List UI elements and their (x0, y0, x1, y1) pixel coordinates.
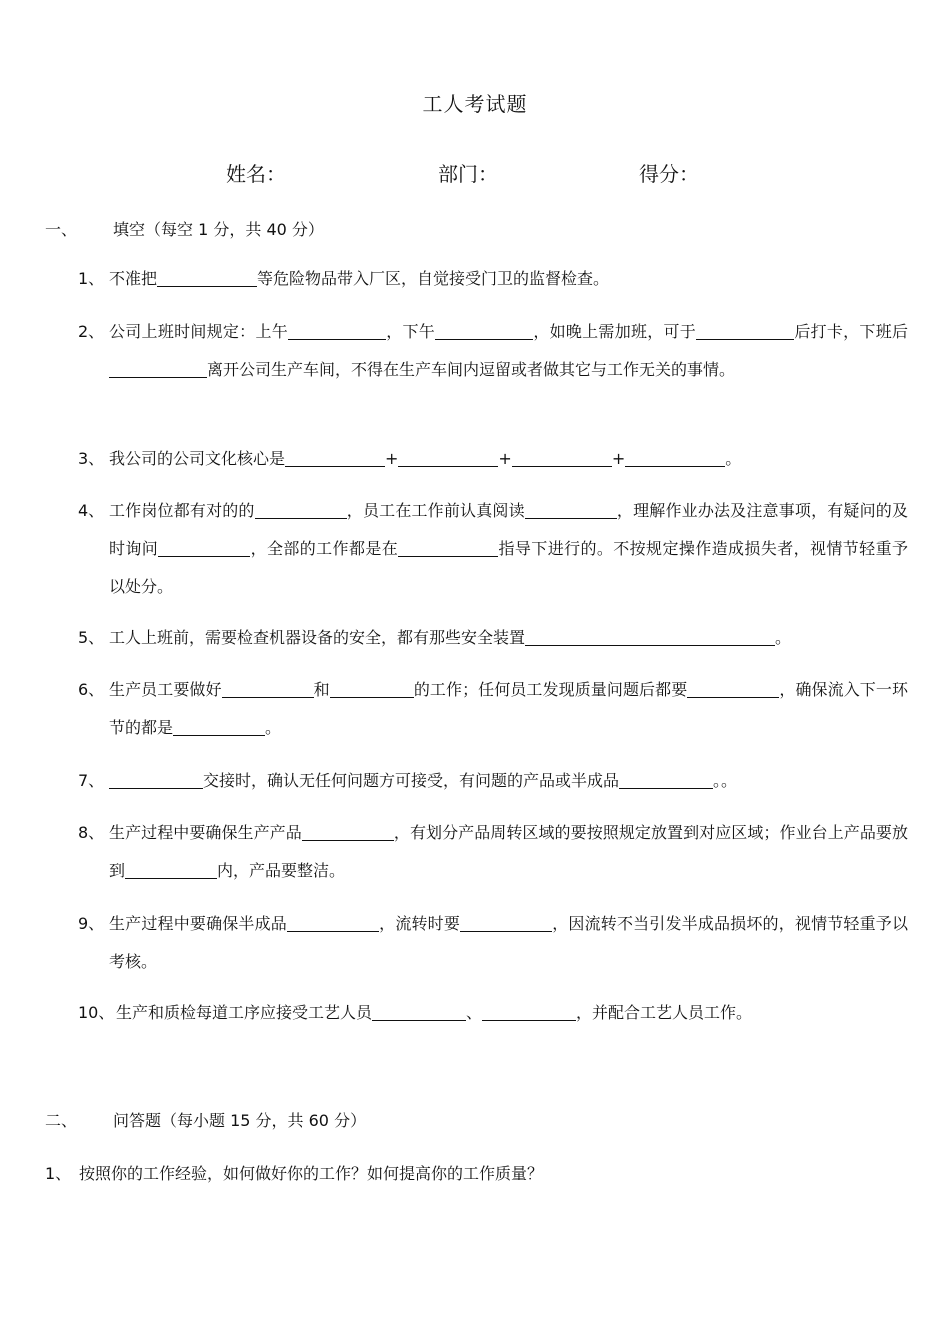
blank-field[interactable] (288, 321, 386, 340)
question-text: 按照你的工作经验，如何做好你的工作？如何提高你的工作质量？ (79, 1164, 544, 1183)
blank-field[interactable] (525, 627, 775, 646)
item-text: 交接时，确认无任何问题方可接受，有问题的产品或半成品 (203, 771, 620, 790)
item-text: ，全部的工作都是在 (250, 539, 399, 558)
fill-item-4 (78, 492, 908, 606)
score-label: 得分： (639, 162, 699, 186)
item-number: 5、 (78, 628, 105, 647)
blank-field[interactable] (330, 679, 414, 698)
item-number: 7、 (78, 771, 105, 790)
item-text: 生产过程中要确保生产产品 (109, 823, 302, 842)
blank-field[interactable] (173, 717, 265, 736)
item-text: 生产员工要做好 (109, 680, 222, 699)
item-number: 8、 (78, 823, 105, 842)
item-text: 工人上班前，需要检查机器设备的安全，都有那些安全装置 (109, 628, 526, 647)
fill-item-7 (78, 762, 908, 800)
item-text: ，有划分产品周转区域的要按照规定放置到对应区域；作业台上产品要放到 (109, 823, 908, 880)
blank-field[interactable] (125, 860, 217, 879)
item-text: 。。 (713, 771, 738, 790)
item-text: ，理解作业办法及注意事项，有疑问的及时询问 (109, 501, 908, 558)
fill-item-3 (78, 440, 908, 478)
item-text: ，并配合工艺人员工作。 (576, 1003, 753, 1022)
section-title: 问答题（每小题 15 分，共 60 分） (113, 1111, 367, 1130)
item-text: 等危险物品带入厂区，自觉接受门卫的监督检查。 (257, 269, 610, 288)
item-text: + (611, 449, 626, 468)
item-text: 。 (775, 628, 792, 647)
item-text: 生产和质检每道工序应接受工艺人员 (116, 1003, 373, 1022)
page-title: 工人考试题 (422, 92, 528, 116)
blank-field[interactable] (398, 538, 498, 557)
item-text: 不准把 (109, 269, 158, 288)
blank-field[interactable] (687, 679, 779, 698)
item-text: ，因流转不当引发半成品损坏的，视情节轻重予以考核。 (109, 914, 908, 971)
blank-field[interactable] (255, 500, 347, 519)
fill-item-1 (78, 260, 908, 298)
item-text: 指导下进行的。不按规定操作造成损失者，视情节轻重予以处分。 (109, 539, 908, 596)
fill-item-6 (78, 671, 908, 747)
item-text: ，如晚上需加班，可于 (533, 322, 697, 341)
item-number: 6、 (78, 680, 105, 699)
item-text: 离开公司生产车间，不得在生产车间内逗留或者做其它与工作无关的事情。 (207, 360, 736, 379)
blank-field[interactable] (482, 1002, 576, 1021)
item-text: 我公司的公司文化核心是 (109, 449, 286, 468)
item-text: 的工作；任何员工发现质量问题后都要 (413, 680, 688, 699)
blank-field[interactable] (512, 448, 612, 467)
item-text: 、 (466, 1003, 483, 1022)
item-text: ，员工在工作前认真阅读 (346, 501, 525, 520)
blank-field[interactable] (619, 770, 713, 789)
blank-field[interactable] (372, 1002, 466, 1021)
item-number: 3、 (78, 449, 105, 468)
question-1 (45, 1161, 543, 1184)
section-fill-blank-heading (45, 217, 324, 240)
blank-field[interactable] (525, 500, 617, 519)
fill-item-9 (78, 905, 908, 981)
item-number: 1、 (78, 269, 105, 288)
blank-field[interactable] (398, 448, 498, 467)
blank-field[interactable] (109, 770, 203, 789)
blank-field[interactable] (287, 913, 379, 932)
fill-item-2 (78, 313, 908, 389)
item-number: 9、 (78, 914, 105, 933)
blank-field[interactable] (158, 538, 250, 557)
fill-item-8 (78, 814, 908, 890)
blank-field[interactable] (460, 913, 552, 932)
item-text: 。 (725, 449, 742, 468)
blank-field[interactable] (222, 679, 314, 698)
department-label: 部门： (438, 162, 498, 186)
fill-item-10 (78, 994, 908, 1032)
blank-field[interactable] (109, 359, 207, 378)
name-label: 姓名： (226, 162, 286, 186)
item-text: ，流转时要 (378, 914, 461, 933)
section-number: 二、 (45, 1111, 78, 1130)
section-qa-heading (45, 1108, 366, 1131)
item-text: 和 (313, 680, 330, 699)
blank-field[interactable] (302, 822, 394, 841)
item-number: 10、 (78, 1003, 115, 1022)
section-title: 填空（每空 1 分，共 40 分） (113, 220, 324, 239)
item-text: 工作岗位都有对的的 (109, 501, 255, 520)
blank-field[interactable] (285, 448, 385, 467)
blank-field[interactable] (157, 268, 257, 287)
item-text: ，下午 (385, 322, 436, 341)
item-text: ，确保流入下一环节的都是 (109, 680, 908, 737)
item-text: + (385, 449, 399, 468)
item-text: 生产过程中要确保半成品 (109, 914, 287, 933)
item-text: + (498, 449, 512, 468)
item-number: 4、 (78, 501, 105, 520)
question-number: 1、 (45, 1164, 72, 1183)
item-text: 。 (265, 718, 282, 737)
item-number: 2、 (78, 322, 105, 341)
fill-item-5 (78, 619, 908, 657)
item-text: 内，产品要整洁。 (217, 861, 346, 880)
blank-field[interactable] (435, 321, 533, 340)
section-number: 一、 (45, 220, 78, 239)
item-text: 公司上班时间规定：上午 (109, 322, 288, 341)
blank-field[interactable] (696, 321, 794, 340)
blank-field[interactable] (625, 448, 725, 467)
item-text: 后打卡，下班后 (794, 322, 908, 341)
